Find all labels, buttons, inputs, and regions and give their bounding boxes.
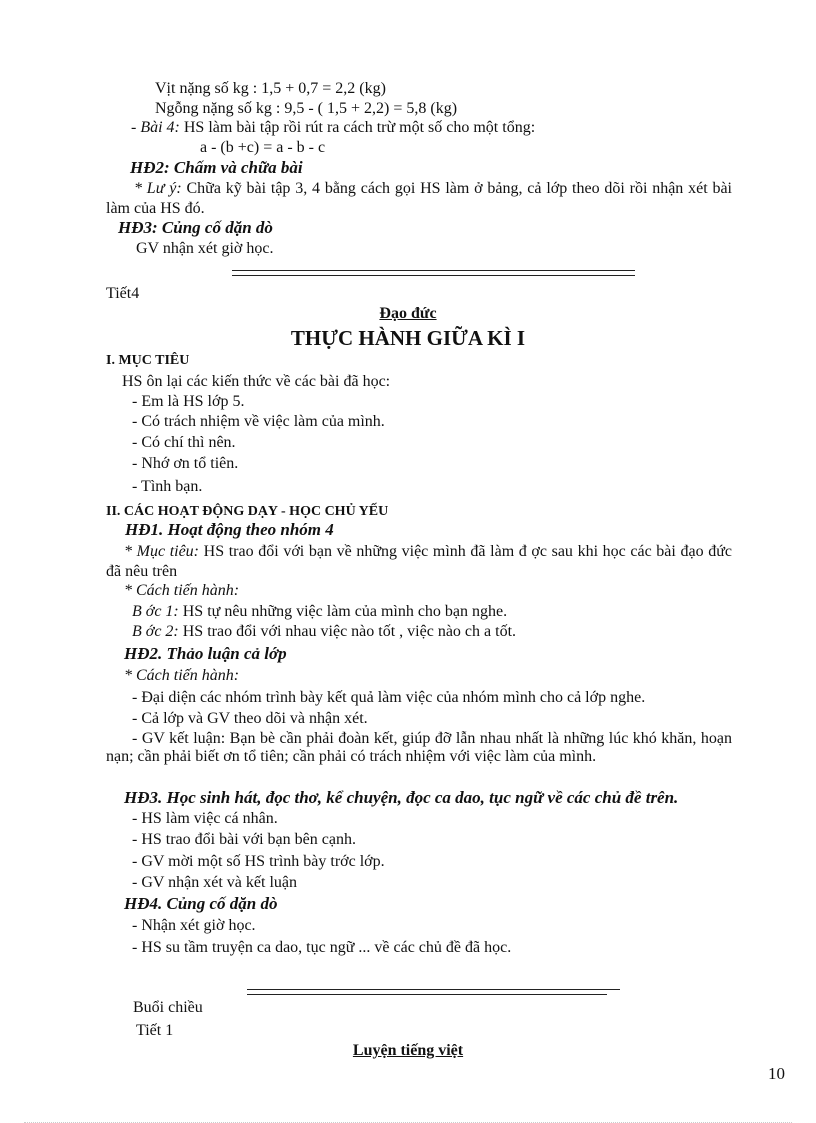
text-line: * Cách tiến hành: <box>124 582 240 599</box>
text-line: GV nhận xét giờ học. <box>136 240 274 257</box>
divider <box>232 270 635 271</box>
heading-hd3: HĐ3: Củng cố dặn dò <box>118 218 273 237</box>
text-line: Buổi chiều <box>133 999 203 1016</box>
list-item: - Em là HS lớp 5. <box>132 393 245 410</box>
divider <box>247 989 620 990</box>
list-item: - GV mời một số HS trình bày trớc lớp. <box>132 853 385 870</box>
subject-title: Đạo đức <box>379 305 437 322</box>
divider <box>247 994 607 995</box>
heading-activity-1: HĐ1. Hoạt động theo nhóm 4 <box>125 520 334 539</box>
text-line: B ớc 1: HS tự nêu những việc làm của mình cho bạn nghe. <box>132 603 508 620</box>
subject-title: Luyện tiếng việt <box>352 1042 464 1059</box>
formula: a - (b +c) = a - b - c <box>200 139 326 156</box>
text-line: B ớc 2: HS trao đổi với nhau việc nào tốt , việc nào ch a tốt. <box>132 623 517 640</box>
list-item: - Nhớ ơn tổ tiên. <box>132 455 239 472</box>
lesson-label: Tiết4 <box>106 285 140 302</box>
paragraph: * Lư ý: Chữa kỹ bài tập 3, 4 bằng cách gọi HS làm ở bảng, cả lớp theo dõi rồi nhận xét bài làm của HS đó. <box>106 180 733 217</box>
paragraph: - GV kết luận: Bạn bè cần phải đoàn kết, giúp đỡ lẫn nhau nhất là những lúc khó khăn, hoạn nạn; cần phải biết ơn tổ tiên; cần phải có trách nhiệm với việc làm của mình. <box>106 730 732 765</box>
section-heading: I. MỤC TIÊU <box>106 353 190 368</box>
divider <box>232 275 635 276</box>
heading-activity-3: HĐ3. Học sinh hát, đọc thơ, kể chuyện, đọc ca dao, tục ngữ về các chủ đề trên. <box>124 788 679 807</box>
list-item: - HS trao đổi bài với bạn bên cạnh. <box>132 831 356 848</box>
text-line: Ngỗng nặng số kg : 9,5 - ( 1,5 + 2,2) = 5,8 (kg) <box>155 100 458 117</box>
lesson-label: Tiết 1 <box>136 1022 174 1039</box>
heading-activity-4: HĐ4. Củng cố dặn dò <box>124 894 278 913</box>
paragraph: * Mục tiêu: HS trao đổi với bạn về những việc mình đã làm đ ợc sau khi học các bài đạo đức đã nêu trên <box>106 543 732 580</box>
list-item: - Có trách nhiệm về việc làm của mình. <box>132 413 385 430</box>
list-item: - Đại diện các nhóm trình bày kết quả làm việc của nhóm mình cho cả lớp nghe. <box>132 689 646 706</box>
page-number: 10 <box>768 1064 785 1083</box>
list-item: - HS làm việc cá nhân. <box>132 810 278 827</box>
heading-activity-2: HĐ2. Thảo luận cả lớp <box>124 644 287 663</box>
text-line: HS ôn lại các kiến thức về các bài đã học: <box>122 373 391 390</box>
text-line: * Cách tiến hành: <box>124 667 240 684</box>
main-title: THỰC HÀNH GIỮA KÌ I <box>290 326 526 350</box>
heading-hd2: HĐ2: Chấm và chữa bài <box>130 158 303 177</box>
list-item: - Nhận xét giờ học. <box>132 917 256 934</box>
list-item: - Có chí thì nên. <box>132 434 236 451</box>
text-line: - Bài 4: HS làm bài tập rồi rút ra cách trừ một số cho một tổng: <box>131 119 536 136</box>
list-item: - Tình bạn. <box>132 478 203 495</box>
text-line: Vịt nặng số kg : 1,5 + 0,7 = 2,2 (kg) <box>155 80 386 97</box>
section-heading: II. CÁC HOẠT ĐỘNG DẠY - HỌC CHỦ YẾU <box>106 504 389 519</box>
list-item: - GV nhận xét và kết luận <box>132 874 297 891</box>
list-item: - HS su tầm truyện ca dao, tục ngữ ... về các chủ đề đã học. <box>132 939 512 956</box>
list-item: - Cả lớp và GV theo dõi và nhận xét. <box>132 710 368 727</box>
bai4-label: Bài 4: <box>140 119 180 136</box>
